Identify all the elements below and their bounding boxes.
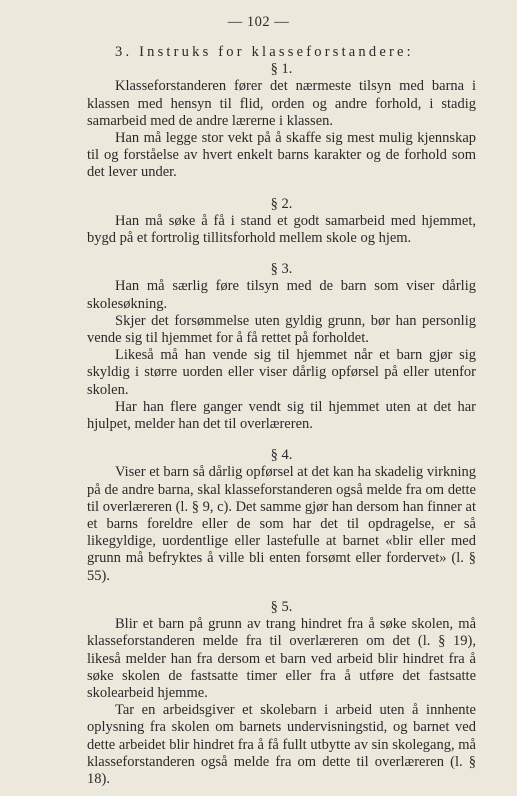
paragraph-mark-3: § 3. — [270, 261, 293, 278]
body-paragraph: Han må legge stor vekt på å skaffe sig mest mulig kjennskap til og forståelse av hvert enkelt barns karakter og de forhold som det lever under. — [87, 130, 476, 181]
body-paragraph: Har han flere ganger vendt sig til hjemmet uten at det har hjulpet, melder han det til overlæreren. — [87, 398, 476, 433]
section-heading: 3. Instruks for klasseforstandere: — [115, 44, 414, 60]
body-paragraph: Likeså må han vende sig til hjemmet når et barn gjør sig skyldig i større uorden eller viser dårlig opførsel på eller utenfor skolen. — [87, 347, 476, 398]
page-number: — 102 — — [227, 14, 290, 30]
paragraph-mark-5: § 5. — [270, 598, 293, 615]
page-content — [87, 44, 476, 788]
body-paragraph: Klasseforstanderen fører det nærmeste tilsyn med barna i klassen med hensyn til flid, orden og andre forhold, i stadig samarbeid med de andre lærerne i klassen. — [87, 78, 476, 129]
body-paragraph: Viser et barn så dårlig opførsel at det kan ha skadelig virkning på de andre barna, skal klasseforstanderen også melde fra om dette til overlæreren (l. § 9, c). Det samme gjør han dersom han finner at et barns foreldre eller de som har det til opdragelse, er så likegyldige, uordentlige eller lastefulle at barnet «blir eller med grunn må befryktes å ville bli enten forsømt eller fordervet» (l. § 55). — [87, 464, 476, 584]
body-paragraph: Han må særlig føre tilsyn med de barn som viser dårlig skolesøkning. — [87, 278, 476, 312]
body-paragraph: Tar en arbeidsgiver et skolebarn i arbeid uten å innhente oplysning fra skolen om barnets undervisningstid, og barnet ved dette arbeidet blir hindret fra å få fullt utbytte av sin skolegang, må klasseforstanderen også melde fra om dette til overlæreren (l. § 18). — [87, 702, 476, 787]
paragraph-mark-4: § 4. — [270, 447, 293, 464]
body-paragraph: Han må søke å få i stand et godt samarbeid med hjemmet, bygd på et fortrolig tillitsforhold mellem skole og hjem. — [87, 212, 476, 247]
paragraph-mark-2: § 2. — [270, 195, 293, 212]
paragraph-mark-1: § 1. — [270, 61, 293, 78]
body-paragraph: Blir et barn på grunn av trang hindret fra å søke skolen, må klasseforstanderen melde fra til overlæreren om det (l. § 19), likeså melder han fra dersom et barn ved arbeid blir hindret fra å søke skolen de fastsatte timer eller fra å utføre det fastsatte skolearbeid hjemme. — [87, 616, 476, 701]
body-paragraph: Skjer det forsømmelse uten gyldig grunn, bør han personlig vende sig til hjemmet for å få rettet på forholdet. — [87, 312, 476, 347]
